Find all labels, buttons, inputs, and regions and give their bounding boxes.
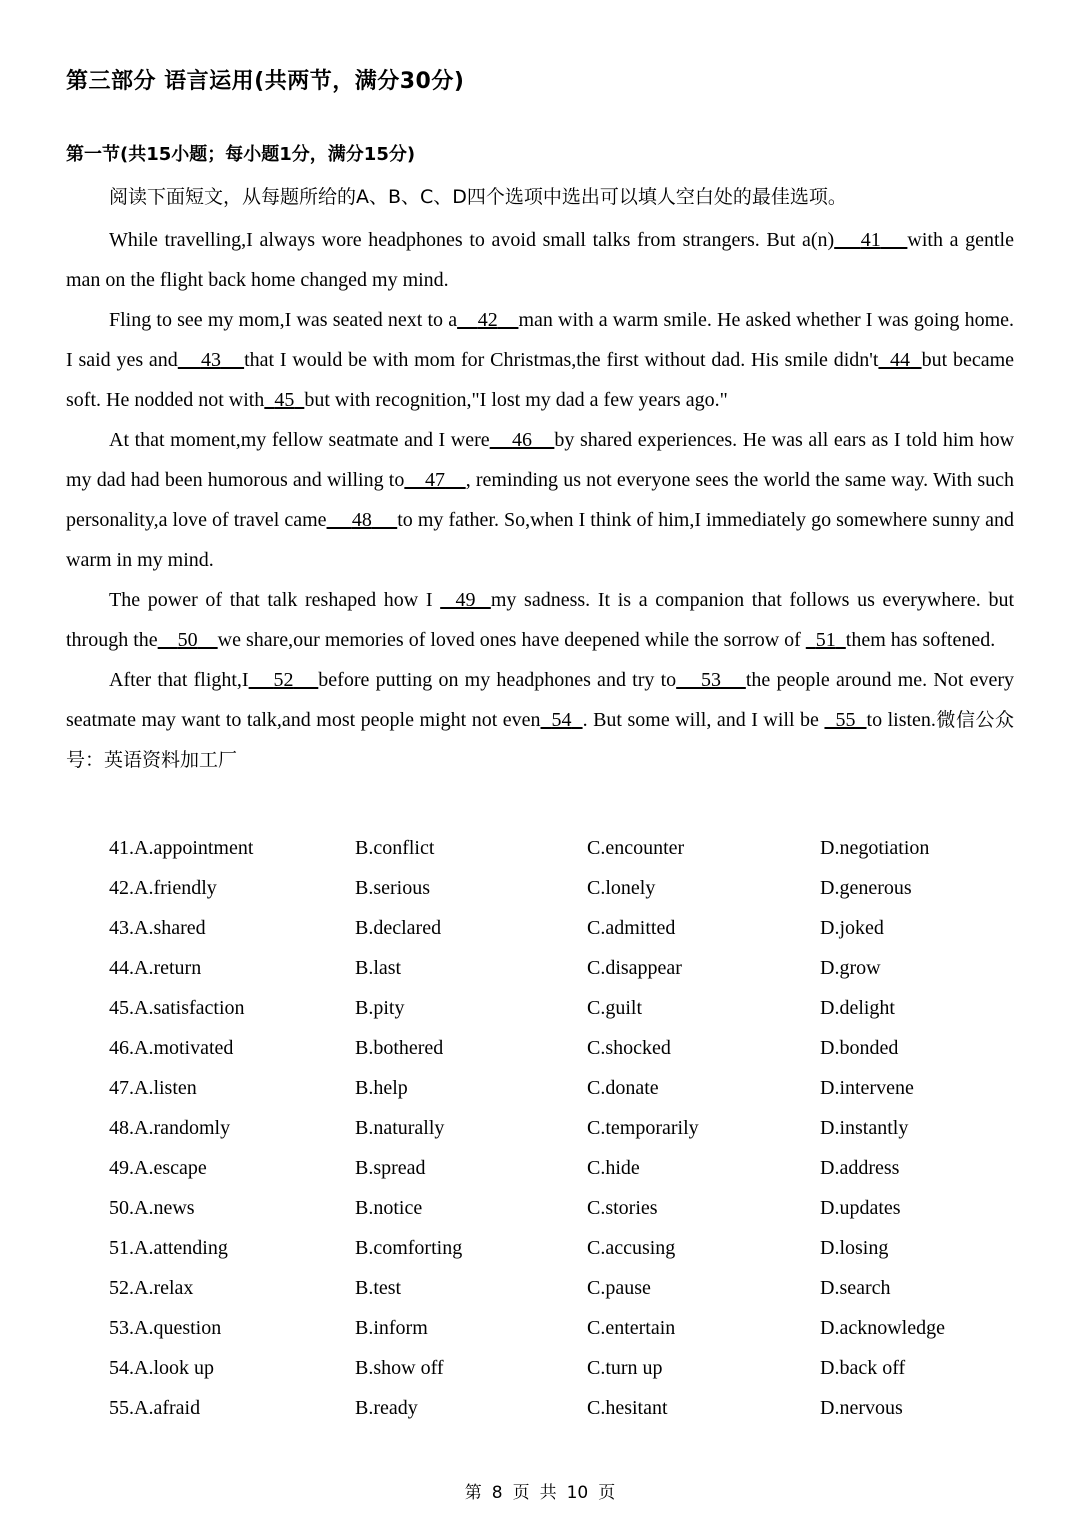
paragraph-1 <box>66 220 1014 300</box>
footer-text: 共 <box>539 1483 557 1503</box>
blank-52: 52 <box>273 669 294 691</box>
text: by shared experiences. He was all ears as I told him how my dad had been humorous and willing to <box>66 429 1015 491</box>
option-a: 51.A.attending <box>109 1237 228 1259</box>
footer-text: 页 <box>512 1483 530 1503</box>
option-d: D.nervous <box>820 1397 903 1419</box>
option-c: C.shocked <box>587 1037 671 1059</box>
text: After that flight,I <box>109 669 249 691</box>
option-b: B.declared <box>355 917 442 939</box>
option-a: 47.A.listen <box>109 1077 197 1099</box>
option-row-53 <box>109 1308 1009 1348</box>
option-b: B.spread <box>355 1157 426 1179</box>
option-d: D.address <box>820 1157 900 1179</box>
option-c: C.donate <box>587 1077 659 1099</box>
option-d: D.negotiation <box>820 837 930 859</box>
option-c: C.encounter <box>587 837 685 859</box>
option-a: 55.A.afraid <box>109 1397 201 1419</box>
part-title: 第三部分 语言运用(共两节，满分30分) <box>66 69 465 94</box>
text: to my father. So,when I think of him,I immediately go somewhere sunny and warm in my mind. <box>66 509 1015 571</box>
option-d: D.losing <box>820 1237 889 1259</box>
option-a: 54.A.look up <box>109 1357 214 1379</box>
blank-49: 49 <box>455 589 476 611</box>
watermark-text: 微信公众号：英语资料加工厂 <box>66 709 1014 771</box>
text: but with recognition,"I lost my dad a few years ago." <box>304 389 728 411</box>
text: The power of that talk reshaped how I <box>109 589 441 611</box>
option-d: D.acknowledge <box>820 1317 945 1339</box>
option-row-54 <box>109 1348 1009 1388</box>
option-d: D.generous <box>820 877 912 899</box>
option-row-44 <box>109 948 1009 988</box>
option-d: D.delight <box>820 997 895 1019</box>
page-footer <box>0 1478 1080 1503</box>
option-a: 45.A.satisfaction <box>109 997 245 1019</box>
option-b: B.inform <box>355 1317 428 1339</box>
option-a: 48.A.randomly <box>109 1117 231 1139</box>
option-b: B.comforting <box>355 1237 463 1259</box>
text: At that moment,my fellow seatmate and I were <box>109 429 490 451</box>
total-pages: 10 <box>566 1483 589 1503</box>
text: them has softened. <box>845 629 996 651</box>
option-a: 43.A.shared <box>109 917 206 939</box>
option-b: B.serious <box>355 877 430 899</box>
option-b: B.pity <box>355 997 405 1019</box>
blank-47: 47 <box>425 469 446 491</box>
text: that I would be with mom for Christmas,the first without dad. His smile didn't <box>244 349 879 371</box>
option-a: 46.A.motivated <box>109 1037 234 1059</box>
option-d: D.grow <box>820 957 881 979</box>
option-b: B.help <box>355 1077 408 1099</box>
blank-53: 53 <box>700 669 721 691</box>
option-row-50 <box>109 1188 1009 1228</box>
text: before putting on my headphones and try to <box>318 669 677 691</box>
section-title: 第一节(共15小题；每小题1分，满分15分) <box>66 144 416 165</box>
text: Fling to see my mom,I was seated next to a <box>109 309 458 331</box>
text: man with a warm smile. He asked whether I was going home. I said yes and <box>66 309 1015 371</box>
paragraph-4 <box>66 580 1014 660</box>
paragraph-3 <box>66 420 1014 580</box>
option-b: B.last <box>355 957 402 979</box>
text: but became soft. He nodded not with <box>66 349 1015 411</box>
blank-46: 46 <box>512 429 533 451</box>
option-b: B.naturally <box>355 1117 445 1139</box>
option-c: C.lonely <box>587 877 656 899</box>
option-row-49 <box>109 1148 1009 1188</box>
option-b: B.bothered <box>355 1037 444 1059</box>
option-row-46 <box>109 1028 1009 1068</box>
option-c: C.temporarily <box>587 1117 699 1139</box>
option-row-52 <box>109 1268 1009 1308</box>
blank-50: 50 <box>177 629 198 651</box>
options-list <box>109 828 1009 1428</box>
option-c: C.turn up <box>587 1357 663 1379</box>
text: the people around me. Not every seatmate may want to talk,and most people might not even <box>66 669 1015 731</box>
option-d: D.updates <box>820 1197 901 1219</box>
text: with a gentle man on the flight back home changed my mind. <box>66 229 1014 291</box>
text: While travelling,I always wore headphones to avoid small talks from strangers. But a(n) <box>109 229 835 251</box>
blank-44: 44 <box>890 349 911 371</box>
blank-55: 55 <box>835 709 856 731</box>
blank-51: 51 <box>815 629 836 651</box>
option-row-55 <box>109 1388 1009 1428</box>
paragraph-5 <box>66 660 1014 780</box>
option-d: D.joked <box>820 917 884 939</box>
blank-41: 41 <box>860 229 881 251</box>
blank-45: 45 <box>274 389 295 411</box>
text: to listen. <box>866 709 936 731</box>
option-a: 42.A.friendly <box>109 877 217 899</box>
option-c: C.pause <box>587 1277 651 1299</box>
option-row-51 <box>109 1228 1009 1268</box>
option-b: B.notice <box>355 1197 423 1219</box>
option-c: C.admitted <box>587 917 676 939</box>
option-a: 41.A.appointment <box>109 837 254 859</box>
option-row-43 <box>109 908 1009 948</box>
option-c: C.stories <box>587 1197 658 1219</box>
option-b: B.show off <box>355 1357 444 1379</box>
option-b: B.ready <box>355 1397 418 1419</box>
footer-text: 页 <box>598 1483 616 1503</box>
option-d: D.back off <box>820 1357 906 1379</box>
option-c: C.entertain <box>587 1317 676 1339</box>
option-row-41 <box>109 828 1009 868</box>
option-row-47 <box>109 1068 1009 1108</box>
option-a: 49.A.escape <box>109 1157 207 1179</box>
blank-43: 43 <box>200 349 221 371</box>
option-d: D.instantly <box>820 1117 909 1139</box>
blank-42: 42 <box>477 309 498 331</box>
option-b: B.test <box>355 1277 402 1299</box>
instruction: 阅读下面短文，从每题所给的A、B、C、D四个选项中选出可以填人空白处的最佳选项。 <box>109 186 847 208</box>
option-c: C.guilt <box>587 997 643 1019</box>
option-c: C.hide <box>587 1157 640 1179</box>
option-b: B.conflict <box>355 837 435 859</box>
footer-text: 第 <box>464 1483 482 1503</box>
option-a: 50.A.news <box>109 1197 195 1219</box>
passage <box>66 220 1014 780</box>
text: my sadness. It is a companion that follows us everywhere. but through the <box>66 589 1015 651</box>
option-a: 52.A.relax <box>109 1277 194 1299</box>
option-d: D.intervene <box>820 1077 914 1099</box>
option-c: C.accusing <box>587 1237 676 1259</box>
text: , reminding us not everyone sees the world the same way. With such personality,a love of travel came <box>66 469 1014 531</box>
option-d: D.search <box>820 1277 891 1299</box>
option-a: 44.A.return <box>109 957 202 979</box>
option-c: C.hesitant <box>587 1397 668 1419</box>
option-a: 53.A.question <box>109 1317 222 1339</box>
text: we share,our memories of loved ones have deepened while the sorrow of <box>217 629 806 651</box>
blank-54: 54 <box>551 709 572 731</box>
option-row-42 <box>109 868 1009 908</box>
option-row-48 <box>109 1108 1009 1148</box>
text: . But some will, and I will be <box>582 709 825 731</box>
option-c: C.disappear <box>587 957 682 979</box>
option-row-45 <box>109 988 1009 1028</box>
page-number: 8 <box>491 1483 503 1503</box>
blank-48: 48 <box>351 509 372 531</box>
paragraph-2 <box>66 300 1014 420</box>
option-d: D.bonded <box>820 1037 899 1059</box>
